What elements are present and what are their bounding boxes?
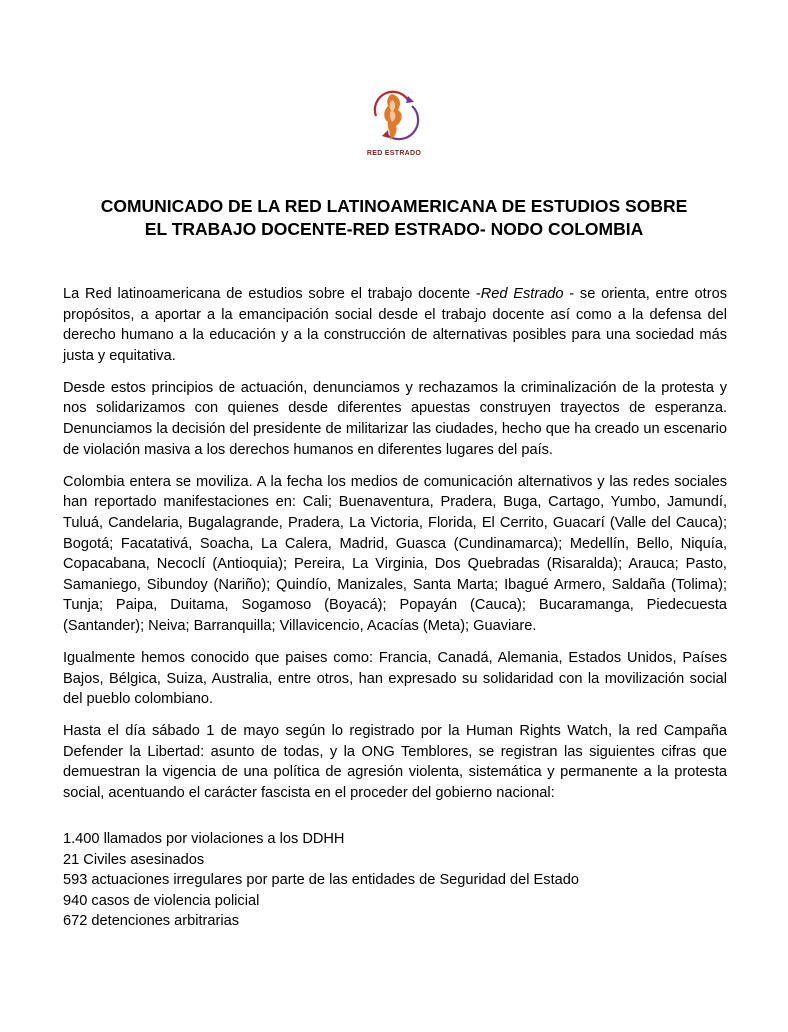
paragraph-cifras: Hasta el día sábado 1 de mayo según lo registrado por la Human Rights Watch, la red Campaña Defender la Libertad: asunto de todas, y la ONG Temblores, se registran las siguientes cifras que demuestran la vigencia de una política de agresión violenta, sistemática y permanente a la protesta social, acentuando el carácter fascista en el proceder del gobierno nacional: (63, 723, 727, 802)
list-item: 21 Civiles asesinados (63, 851, 205, 868)
title-line-2: EL TRABAJO DOCENTE-RED ESTRADO- NODO COLOMBIA (144, 219, 644, 239)
body-text (63, 284, 727, 815)
title-line-1: COMUNICADO DE LA RED LATINOAMERICANA DE ESTUDIOS SOBRE (100, 196, 688, 216)
list-item: 672 detenciones arbitrarias (63, 913, 240, 930)
list-item: 593 actuaciones irregulares por parte de las entidades de Seguridad del Estado (63, 872, 579, 889)
page-title (60, 195, 728, 241)
logo-emblem-icon (362, 84, 426, 148)
intro-text-end: - se orienta, entre otros propósitos, a aportar a la emancipación social desde el trabajo docente así como a la defensa del derecho humano a la educación y a la construcción de alternativas posibles para una sociedad más justa y equitativa. (63, 286, 727, 364)
intro-italic-name: Red Estrado (480, 286, 564, 302)
intro-text-start: La Red latinoamericana de estudios sobre el trabajo docente - (63, 286, 481, 302)
red-estrado-logo (350, 84, 438, 174)
paragraph-movilizacion: Colombia entera se moviliza. A la fecha los medios de comunicación alternativos y las redes sociales han reportado manifestaciones en: Cali; Buenaventura, Pradera, Buga, Cartago, Yumbo, Jamundí, Tuluá, Candelaria, Bugalagrande, Pradera, La Victoria, Florida, El Cerrito, Guacarí (Valle del Cauca); Bogotá; Facatativá, Soacha, La Calera, Madrid, Guasca (Cundinamarca); Medellín, Bello, Niquía, Copacabana, Necoclí (Antioquia); Pereira, La Virginia, Dos Quebradas (Risaralda); Arauca; Pasto, Samaniego, Sibundoy (Nariño); Quindío, Manizales, Santa Marta; Ibagué Armero, Saldaña (Tolima); Tunja; Paipa, Duitama, Sogamoso (Boyacá); Popayán (Cauca); Bucaramanga, Piedecuesta (Santander); Neiva; Barranquilla; Villavicencio, Acacías (Meta); Guaviare. (63, 473, 727, 634)
list-item: 1.400 llamados por violaciones a los DDHH (63, 831, 345, 847)
list-item: 940 casos de violencia policial (63, 892, 260, 909)
logo-caption: RED ESTRADO (366, 150, 422, 157)
paragraph-intro (63, 284, 727, 366)
paragraph-solidaridad: Igualmente hemos conocido que paises como: Francia, Canadá, Alemania, Estados Unidos, Países Bajos, Bélgica, Suiza, Australia, entre otros, han expresado su solidaridad con la movilización social del pueblo colombiano. (63, 650, 727, 708)
paragraph-denuncia: Desde estos principios de actuación, denunciamos y rechazamos la criminalización de la protesta y nos solidarizamos con quienes desde diferentes apuestas construyen trayectos de esperanza. Denunciamos la decisión del presidente de militarizar las ciudades, hecho que ha creado un escenario de violación masiva a los derechos humanos en diferentes lugares del país. (63, 379, 727, 458)
figures-list (63, 829, 579, 932)
